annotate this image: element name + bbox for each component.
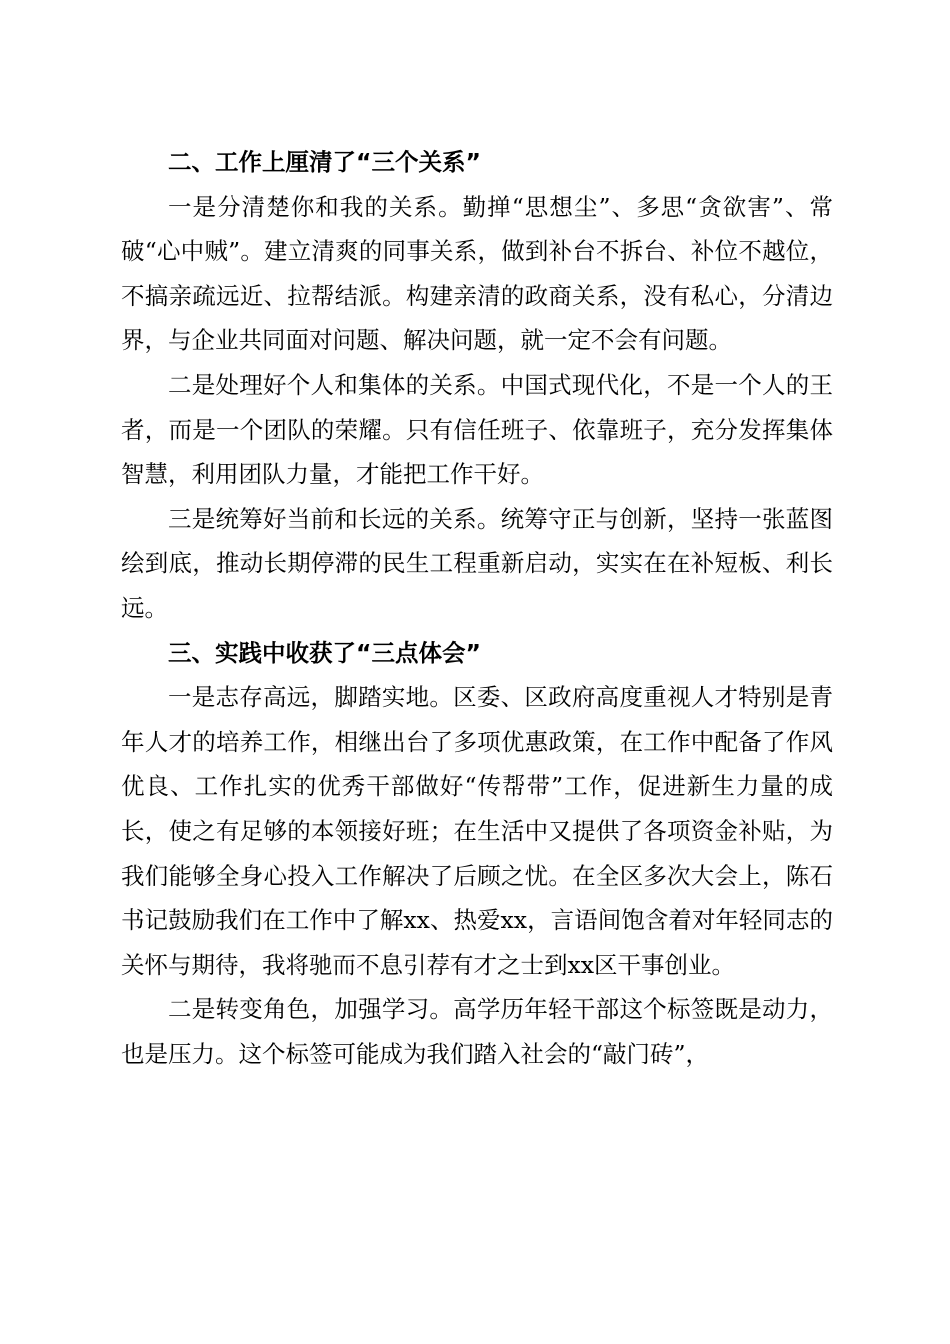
section-heading-three: 三、实践中收获了“三点体会” bbox=[168, 638, 481, 667]
paragraph-5-body: 高学历年轻干部这个标签既是动力，也是压力。这个标签可能成为我们踏入社会的“敲门砖”， bbox=[121, 995, 834, 1068]
paragraph-3 bbox=[121, 497, 833, 631]
paragraph-5-lead: 二是转变角色，加强学习。 bbox=[168, 995, 454, 1024]
paragraph-2-body: 中国式现代化，不是一个人的王者，而是一个团队的荣耀。只有信任班子、依靠班子，充分发挥集体智慧，利用团队力量，才能把工作干好。 bbox=[121, 370, 834, 489]
section-heading-two: 二、工作上厘清了“三个关系” bbox=[168, 148, 481, 176]
document-body bbox=[121, 140, 833, 1076]
paragraph-2-lead: 二是处理好个人和集体的关系。 bbox=[168, 370, 501, 399]
paragraph-1-body: 勤掸“思想尘”、多思“贪欲害”、常破“心中贼”。建立清爽的同事关系，做到补台不拆台、补位不越位，不搞亲疏远近、拉帮结派。构建亲清的政商关系，没有私心，分清边界，与企业共同面对问题、解决问题，就一定不会有问题。 bbox=[121, 192, 834, 355]
paragraph-2 bbox=[121, 363, 833, 497]
paragraph-3-body: 统筹守正与创新，坚持一张蓝图绘到底，推动长期停滞的民生工程重新启动，实实在在补短板、利长远。 bbox=[121, 504, 834, 622]
paragraph-3-lead: 三是统筹好当前和长远的关系。 bbox=[168, 504, 501, 533]
paragraph-4 bbox=[121, 675, 833, 987]
paragraph-1 bbox=[121, 185, 833, 363]
paragraph-4-lead: 一是志存高远，脚踏实地。 bbox=[168, 683, 454, 712]
paragraph-4-body: 区委、区政府高度重视人才特别是青年人才的培养工作，相继出台了多项优惠政策，在工作中配备了作风优良、工作扎实的优秀干部做好“传帮带”工作，促进新生力量的成长，使之有足够的本领接好班；在生活中又提供了各项资金补贴，为我们能够全身心投入工作解决了后顾之忧。在全区多次大会上，陈石书记鼓励我们在工作中了解xx、热爱xx，言语间饱含着对年轻同志的关怀与期待，我将驰而不息引荐有才之士到xx区干事创业。 bbox=[121, 683, 834, 979]
paragraph-5 bbox=[121, 987, 833, 1076]
paragraph-1-lead: 一是分清楚你和我的关系。 bbox=[168, 192, 463, 221]
